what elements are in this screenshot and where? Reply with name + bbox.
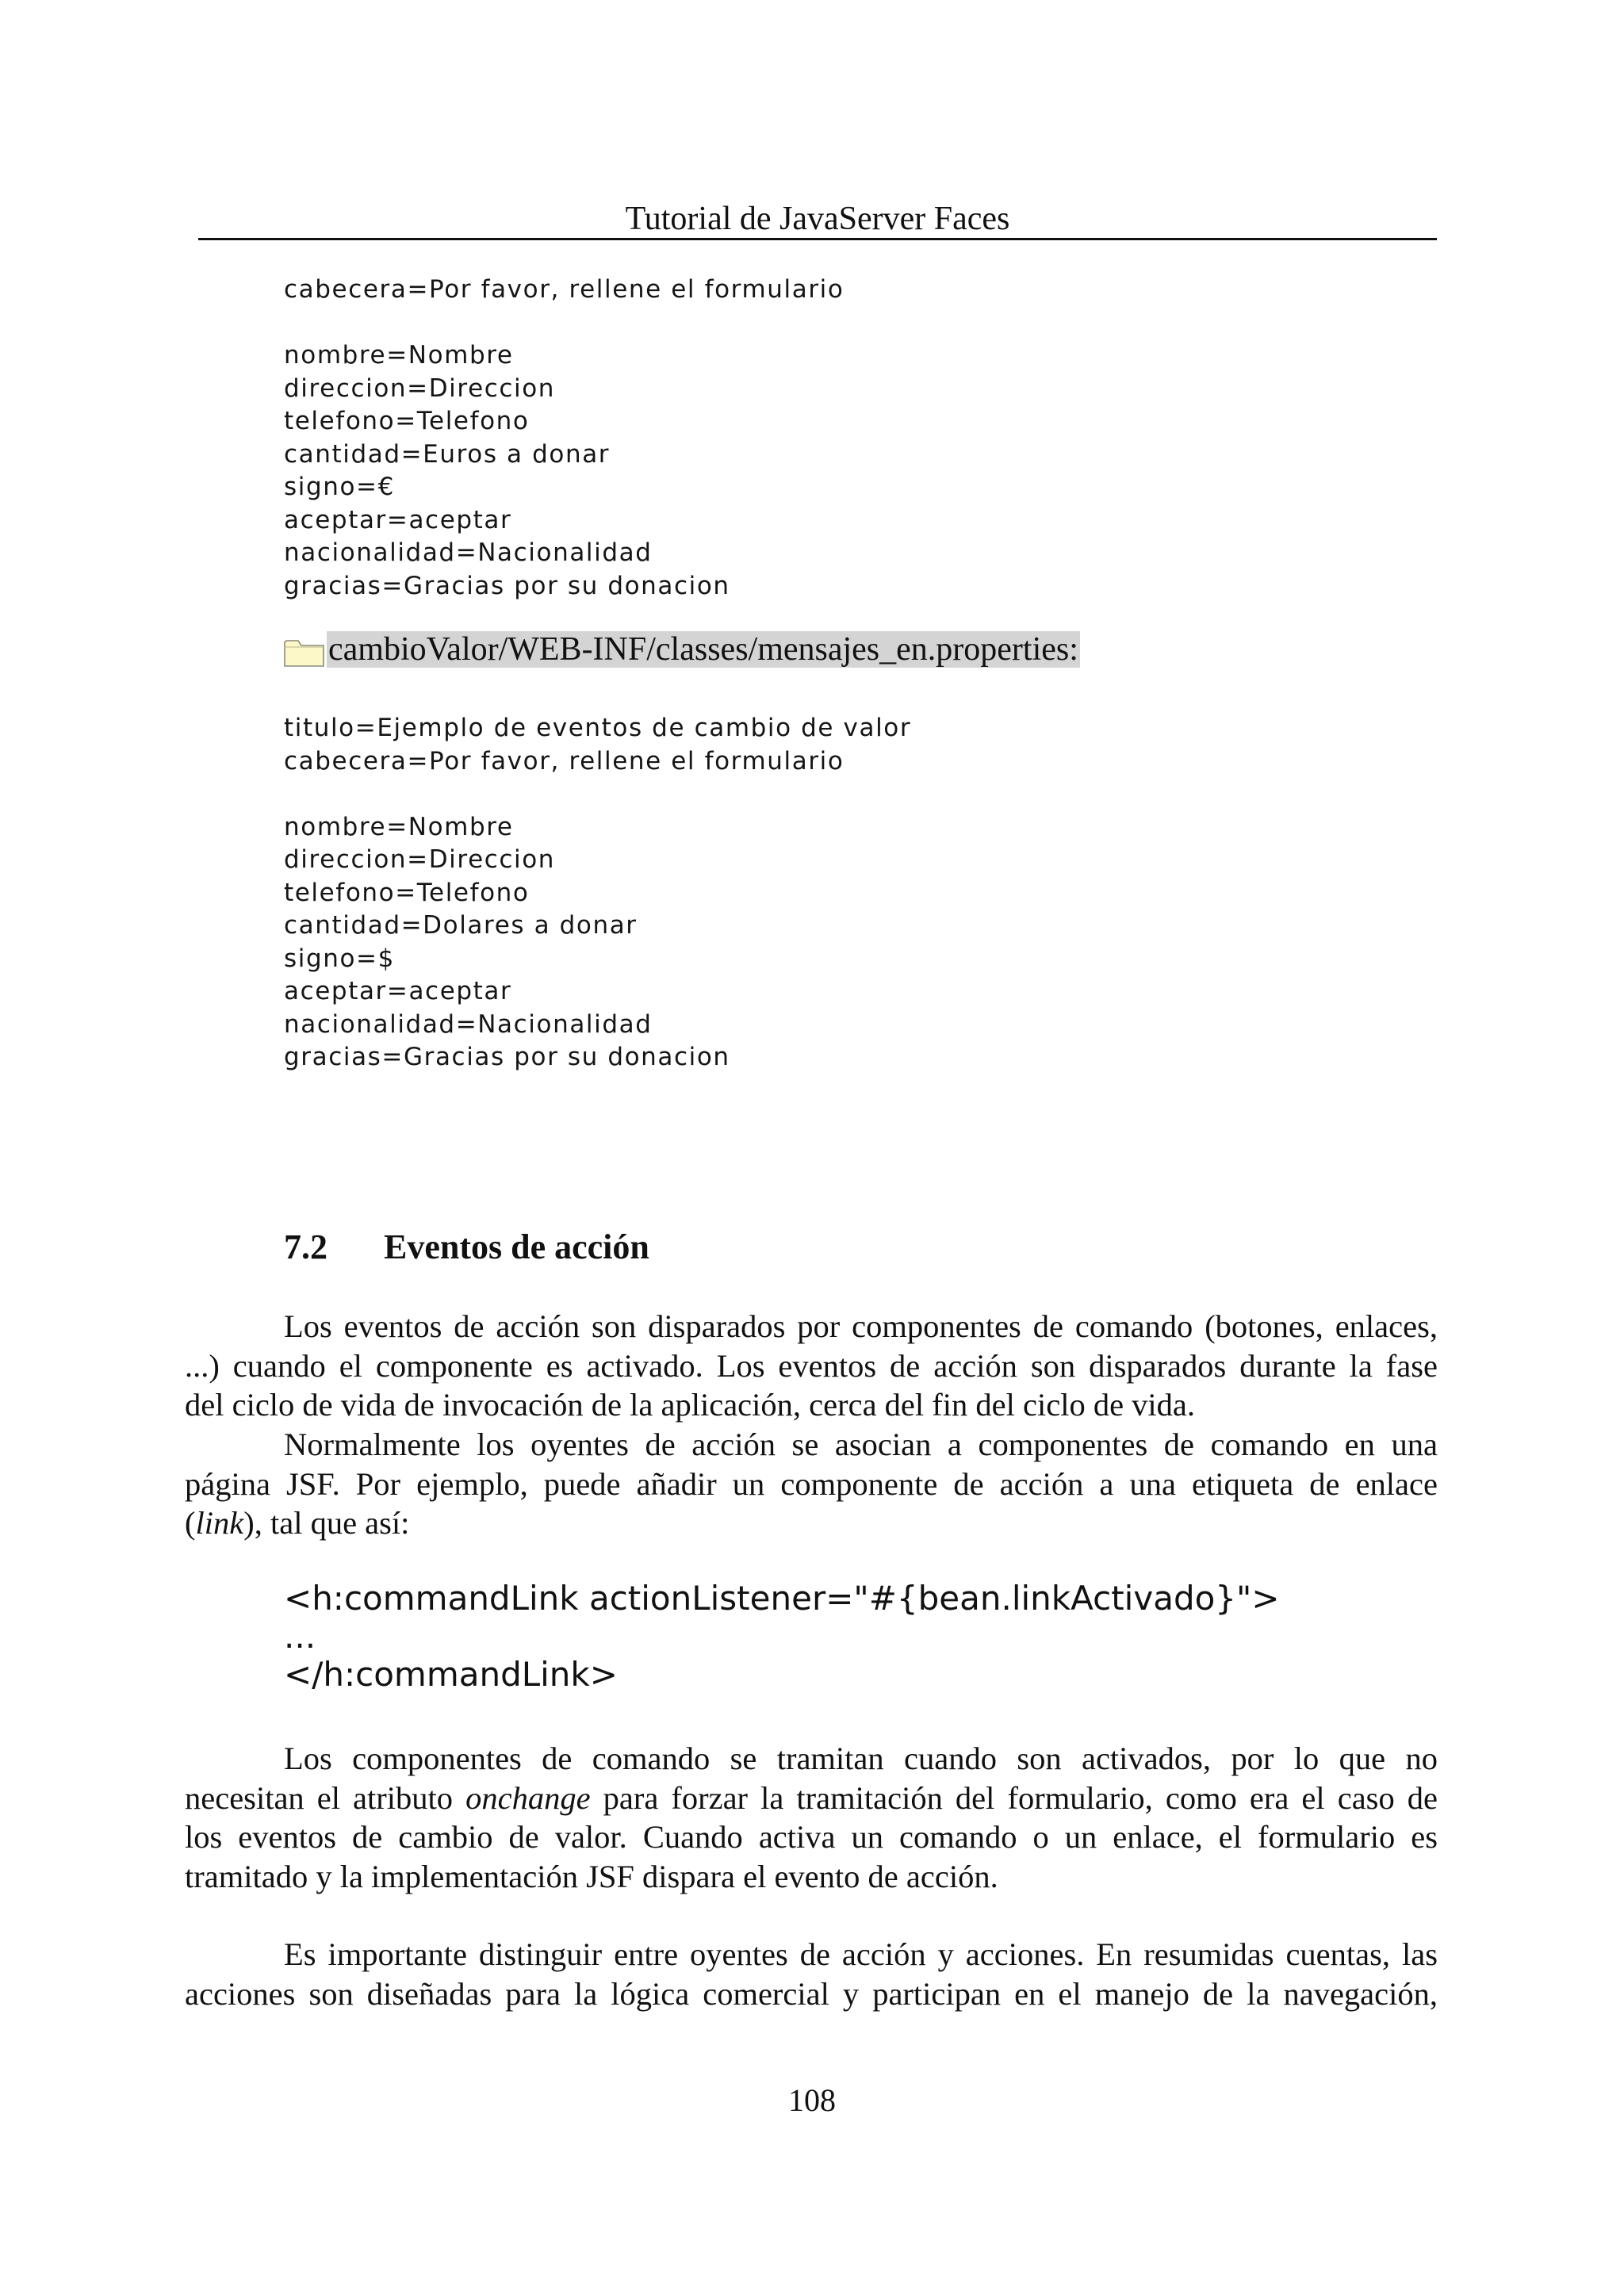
text-fragment: ), tal que así: [243,1505,410,1541]
code-line: gracias=Gracias por su donacion [284,571,730,600]
running-header [198,197,1437,240]
code-line: cantidad=Dolares a donar [284,911,638,940]
code-line: telefono=Telefono [284,878,530,907]
properties-es-block [284,274,844,603]
text-line: página JSF. Por ejemplo, puede añadir un componente de acción a una etiqueta de enlace [185,1465,1438,1502]
paragraph-1 [185,1307,1438,1425]
code-line: signo=€ [284,473,395,501]
code-line: ... [284,1617,316,1656]
text-line: del ciclo de vida de invocación de la aplicación, cerca del fin del ciclo de vida. [185,1387,1196,1423]
text-line: Los componentes de comando se tramitan cuando son activados, por lo que no [284,1741,1438,1776]
paragraph-3 [185,1739,1438,1896]
text-fragment: necesitan el atributo [185,1779,466,1816]
italic-term: onchange [465,1779,591,1816]
code-line: nacionalidad=Nacionalidad [284,538,653,567]
code-example [284,1580,1280,1694]
code-gap [284,778,911,811]
section-heading [284,1225,649,1270]
text-line: ...) cuando el componente es activado. Los eventos de acción son disparados durante la fase [185,1347,1438,1384]
file-path: cambioValor/WEB-INF/classes/mensajes_en.properties: [328,631,1078,668]
code-line: gracias=Gracias por su donacion [284,1043,730,1071]
italic-term: link [195,1505,244,1541]
properties-en-block [284,712,911,1074]
paragraph-4 [185,1935,1438,2013]
code-line: nacionalidad=Nacionalidad [284,1009,653,1039]
folder-icon [284,638,327,668]
code-line: aceptar=aceptar [284,505,512,534]
header-title: Tutorial de JavaServer Faces [625,201,1010,237]
code-line: direccion=Direccion [284,373,556,403]
text-line: tramitado y la implementación JSF dispara el evento de acción. [185,1858,998,1894]
code-line: direccion=Direccion [284,845,556,874]
code-line: </h:commandLink> [284,1655,618,1694]
code-line: nombre=Nombre [284,812,514,841]
text-line: acciones son diseñadas para la lógica comercial y participan en el manejo de la navegación, [185,1975,1438,2012]
code-line: titulo=Ejemplo de eventos de cambio de valor [284,714,912,742]
text-line [185,1779,1438,1818]
code-line: cabecera=Por favor, rellene el formulario [284,746,845,776]
text-line: Los eventos de acción son disparados por componentes de comando (botones, enlaces, [284,1308,1438,1344]
text-line: Es importante distinguir entre oyentes de acción y acciones. En resumidas cuentas, las [284,1936,1438,1972]
code-line: <h:commandLink actionListener="#{bean.linkActivado}"> [284,1579,1280,1618]
text-fragment: para forzar la tramitación del formulario, como era el caso de [590,1779,1438,1816]
code-line: cantidad=Euros a donar [284,439,611,469]
section-number: 7.2 [284,1227,327,1266]
code-line: signo=$ [284,944,395,973]
text-fragment: ( [185,1505,196,1541]
paragraph-2 [185,1425,1438,1543]
code-line: aceptar=aceptar [284,977,512,1005]
page-number: 108 [788,2082,836,2118]
code-line: cabecera=Por favor, rellene el formulario [284,275,845,304]
code-line: nombre=Nombre [284,341,514,370]
file-label [284,631,1080,668]
text-line: los eventos de cambio de valor. Cuando activa un comando o un enlace, el formulario es [185,1819,1438,1855]
text-line [185,1503,1438,1543]
code-gap [284,307,844,340]
text-line: Normalmente los oyentes de acción se asocian a componentes de comando en una [284,1427,1438,1462]
code-line: telefono=Telefono [284,407,530,435]
section-title: Eventos de acción [384,1227,649,1266]
